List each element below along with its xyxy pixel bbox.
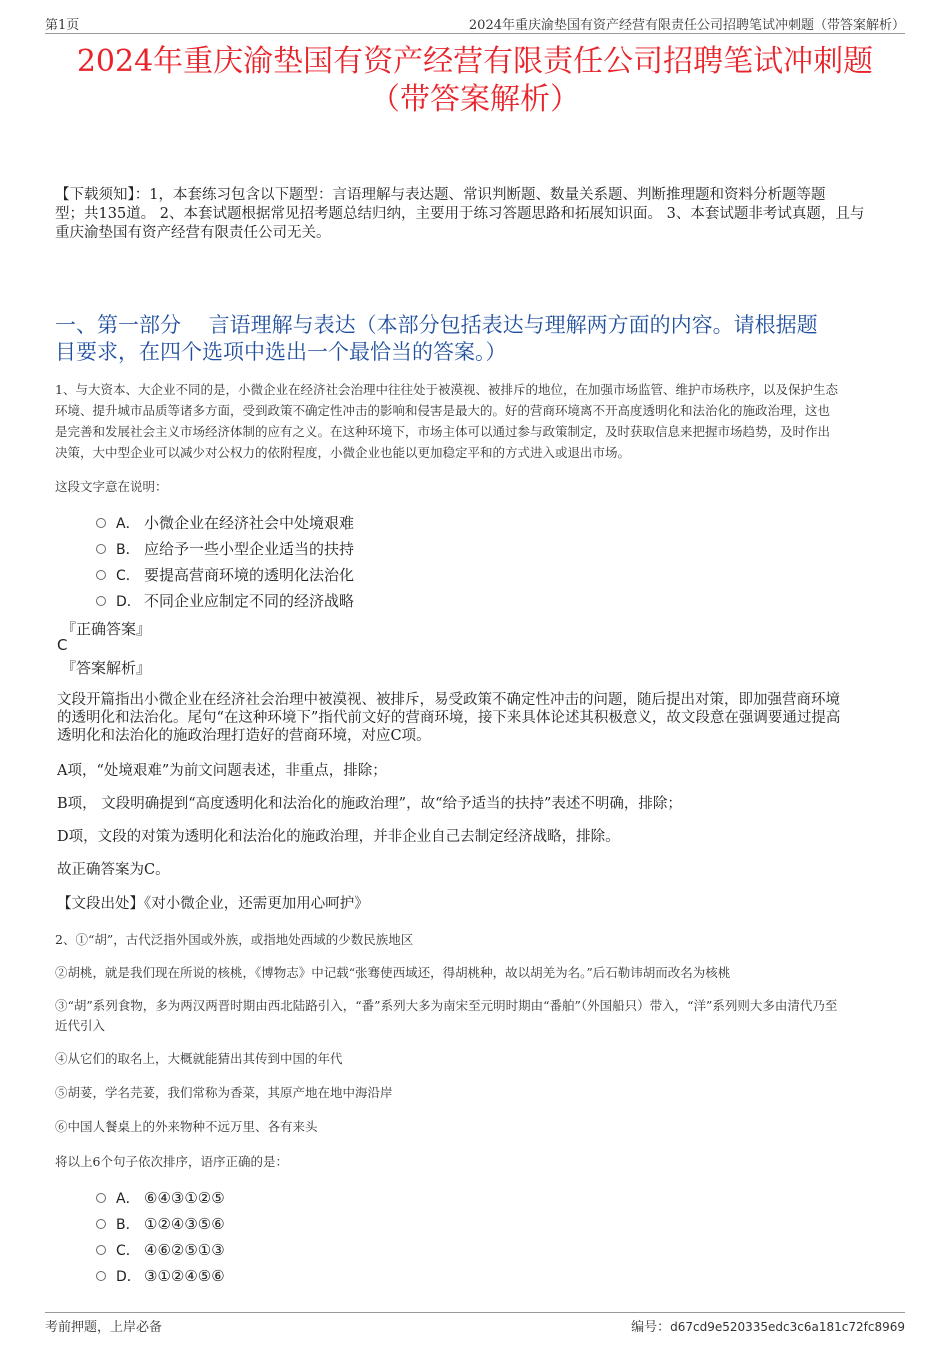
analysis-line: 的透明化和法治化。尾句“在这种环境下”指代前文好的营商环境，接下来具体论述其积极意义，故文段意在强调要通过提高 <box>57 710 841 726</box>
q1-stem-line: 决策，大中型企业可以减少对公权力的依附程度，小微企业也能以更加稳定平和的方式进入或退出市场。 <box>55 445 631 460</box>
analysis-line: 透明化和法治化的施政治理打造好的营商环境，对应C项。 <box>57 728 431 744</box>
option-letter: B． <box>116 1217 140 1233</box>
q2-option-b[interactable] <box>96 1214 225 1234</box>
q1-option-c[interactable] <box>96 564 354 585</box>
option-letter: C． <box>116 568 140 584</box>
q2-sentence: ⑥中国人餐桌上的外来物种不远万里、各有来头 <box>55 1119 318 1134</box>
q1-stem-line: 环境、提升城市品质等诸多方面，受到政策不确定性冲击的影响和侵害是最大的。好的营商环境离不开高度透明化和法治化的施政治理，这也 <box>55 403 831 418</box>
exclusion-a: A项，“处境艰难”为前文问题表述，非重点，排除； <box>57 763 387 779</box>
radio-icon[interactable] <box>96 1193 106 1203</box>
q1-stem-line: 是完善和发展社会主义市场经济体制的应有之义。在这种环境下，市场主体可以通过参与政策制定，及时获取信息来把握市场趋势，及时作出 <box>55 424 831 439</box>
option-letter: D． <box>116 1269 141 1285</box>
q1-stem-line: 1、与大资本、大企业不同的是，小微企业在经济社会治理中往往处于被漠视、被排斥的地位，在加强市场监管、维护市场秩序，以及保护生态 <box>55 382 838 397</box>
conclusion: 故正确答案为C。 <box>57 862 170 878</box>
exclusion-b: B项， 文段明确提到“高度透明化和法治化的施政治理”，故“给予适当的扶持”表述不明确，排除； <box>57 796 682 812</box>
footer-slogan: 考前押题，上岸必备 <box>45 1320 163 1335</box>
option-text: 小微企业在经济社会中处境艰难 <box>144 514 355 532</box>
radio-icon[interactable] <box>96 544 106 554</box>
download-notice-line-1: 【下载须知】：1，本套练习包含以下题型：言语理解与表达题、常识判断题、数量关系题、判断推理题和资料分析题等题 <box>55 187 826 203</box>
section-heading-line-2: 目要求，在四个选项中选出一个最恰当的答案。） <box>55 340 507 364</box>
option-letter: A． <box>116 516 140 532</box>
q2-sentence: ③“胡”系列食物，多为两汉两晋时期由西北陆路引入，“番”系列大多为南宋至元明时期由“番舶”（外国船只）带入，“洋”系列则大多由清代乃至 <box>55 998 838 1013</box>
q2-option-a[interactable] <box>96 1188 225 1208</box>
option-text: ④⑥②⑤①③ <box>144 1241 225 1259</box>
analysis-line: 文段开篇指出小微企业在经济社会治理中被漠视、被排斥，易受政策不确定性冲击的问题，随后提出对策，即加强营商环境 <box>57 692 840 708</box>
q1-prompt: 这段文字意在说明： <box>55 479 168 494</box>
download-notice-line-3: 重庆渝垫国有资产经营有限责任公司无关。 <box>55 225 331 241</box>
q2-sentence-continued: 近代引入 <box>55 1018 106 1033</box>
footer-code-value: d67cd9e520335edc3c6a181c72fc8969 <box>670 1320 905 1334</box>
q1-option-d[interactable] <box>96 590 354 611</box>
footer-code-label: 编号： <box>631 1320 671 1335</box>
source-citation: 【文段出处】《对小微企业，还需更加用心呵护》 <box>57 896 369 912</box>
page-subtitle: （带答案解析） <box>370 82 580 117</box>
radio-icon[interactable] <box>96 570 106 580</box>
q2-sentence: ②胡桃，就是我们现在所说的核桃，《博物志》中记载“张骞使西域还，得胡桃种，故以胡羌为名。”后石勒讳胡而改名为核桃 <box>55 965 731 980</box>
radio-icon[interactable] <box>96 596 106 606</box>
correct-answer: C <box>57 636 68 654</box>
footer-code <box>631 1316 905 1335</box>
option-text: 要提高营商环境的透明化法治化 <box>144 566 355 584</box>
download-notice-line-2: 型；共135道。 2、本套试题根据常见招考题总结归纳，主要用于练习答题思路和拓展知识面。 3、本套试题非考试真题，且与 <box>55 206 865 222</box>
option-text: ①②④③⑤⑥ <box>144 1215 225 1233</box>
q2-sentence: ④从它们的取名上，大概就能猜出其传到中国的年代 <box>55 1051 343 1066</box>
option-letter: D． <box>116 594 141 610</box>
option-text: ⑥④③①②⑤ <box>144 1189 225 1207</box>
analysis-label: 『答案解析』 <box>61 659 152 677</box>
q2-option-c[interactable] <box>96 1240 225 1260</box>
exclusion-d: D项，文段的对策为透明化和法治化的施政治理，并非企业自己去制定经济战略，排除。 <box>57 829 620 845</box>
option-text: ③①②④⑤⑥ <box>144 1267 225 1285</box>
header-doc-title: 2024年重庆渝垫国有资产经营有限责任公司招聘笔试冲刺题（带答案解析） <box>468 18 905 33</box>
option-letter: A． <box>116 1191 140 1207</box>
q1-option-a[interactable] <box>96 512 354 533</box>
q2-option-d[interactable] <box>96 1266 225 1286</box>
q1-option-b[interactable] <box>96 538 354 559</box>
radio-icon[interactable] <box>96 518 106 528</box>
option-letter: C． <box>116 1243 140 1259</box>
section-heading-line-1: 一、第一部分 言语理解与表达（本部分包括表达与理解两方面的内容。请根据题 <box>55 313 818 337</box>
header-divider <box>45 33 905 34</box>
radio-icon[interactable] <box>96 1271 106 1281</box>
correct-answer-label: 『正确答案』 <box>61 620 152 638</box>
option-text: 不同企业应制定不同的经济战略 <box>144 592 355 610</box>
radio-icon[interactable] <box>96 1245 106 1255</box>
radio-icon[interactable] <box>96 1219 106 1229</box>
page-title: 2024年重庆渝垫国有资产经营有限责任公司招聘笔试冲刺题 <box>76 44 874 79</box>
footer-divider <box>45 1312 905 1313</box>
q2-sentence: 2、①“胡”，古代泛指外国或外族，或指地处西域的少数民族地区 <box>55 932 414 947</box>
page-number: 第1页 <box>45 18 80 33</box>
q2-sentence: ⑤胡荽，学名芫荽，我们常称为香菜，其原产地在地中海沿岸 <box>55 1085 393 1100</box>
option-letter: B． <box>116 542 140 558</box>
option-text: 应给予一些小型企业适当的扶持 <box>144 540 355 558</box>
q2-prompt: 将以上6个句子依次排序，语序正确的是： <box>55 1154 288 1169</box>
